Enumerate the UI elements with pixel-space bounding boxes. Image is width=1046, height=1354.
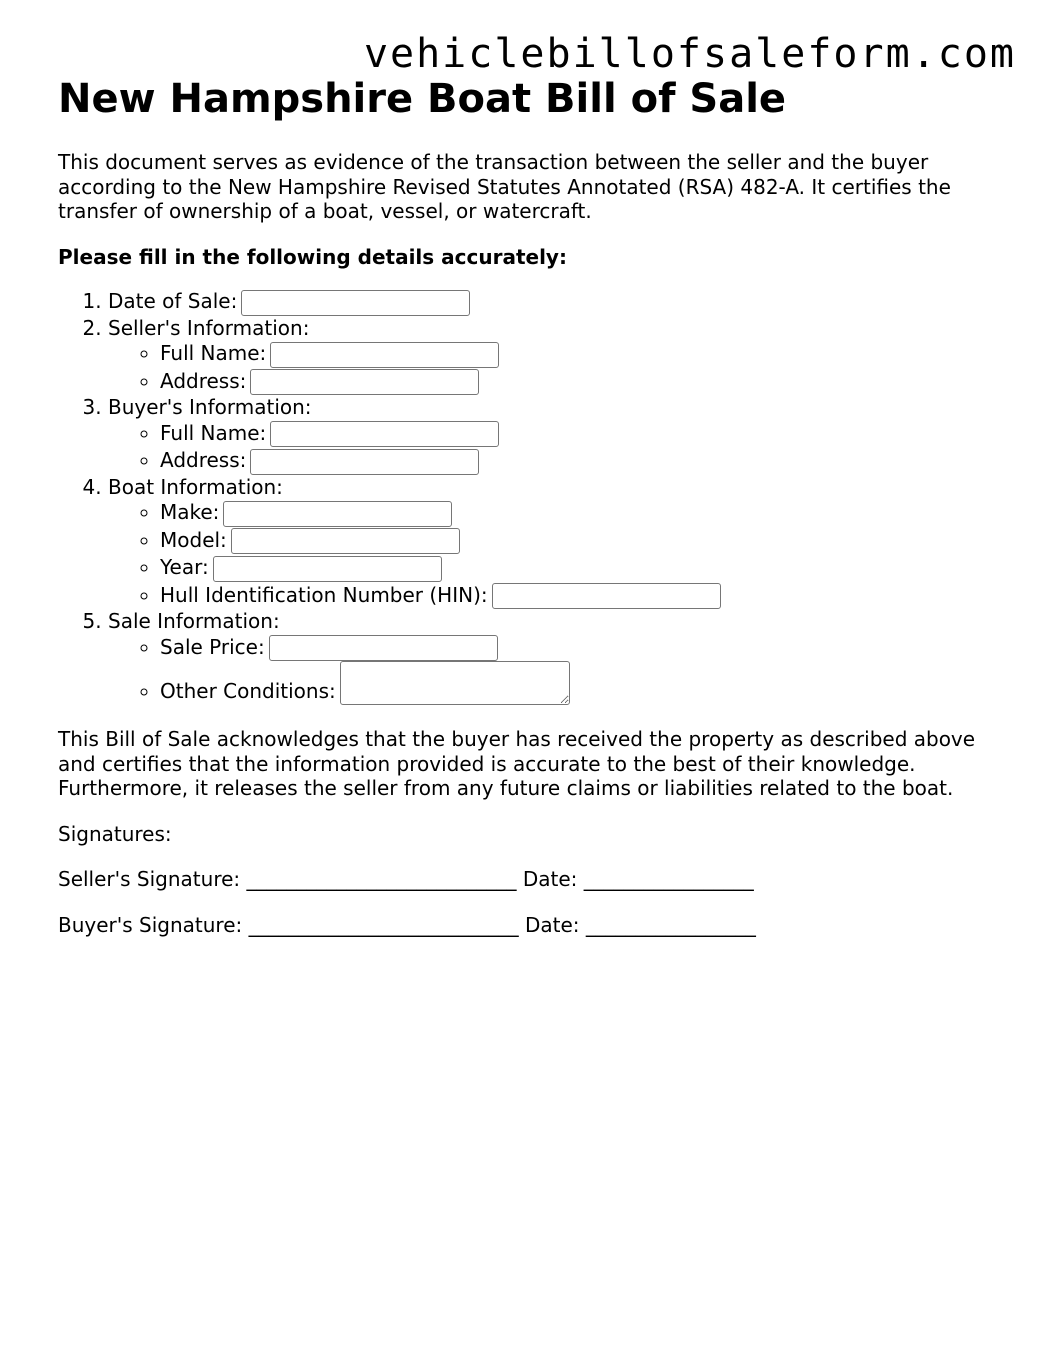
sale-fields-list [108,634,988,706]
boat-model-label: Model: [160,527,227,552]
sale-price-item [160,634,988,662]
boat-year-input[interactable] [213,556,442,582]
bill-of-sale-document [58,72,988,937]
buyer-address-item [160,447,988,475]
seller-address-item [160,368,988,396]
seller-full-name-item [160,340,988,368]
other-conditions-item [160,661,988,705]
sale-price-input[interactable] [269,635,498,661]
instructions-heading: Please fill in the following details accurately: [58,244,567,269]
boat-year-label: Year: [160,555,209,579]
buyer-full-name-item [160,420,988,448]
other-conditions-label: Other Conditions: [160,679,336,703]
seller-full-name-label: Full Name: [160,341,267,365]
date-of-sale-label: Date of Sale: [108,289,238,313]
buyer-address-label: Address: [160,448,247,472]
seller-address-label: Address: [160,368,247,393]
boat-make-item [160,499,988,527]
seller-signature-line: Seller's Signature: ___________________________ Date: _________________ [58,867,754,891]
sale-info-item [108,609,988,705]
sale-info-heading: Sale Information: [108,609,280,633]
boat-info-item [108,475,988,610]
intro-paragraph: This document serves as evidence of the transaction between the seller and the buyer according to the New Hampshire Revised Statutes Annotated (RSA) 482-A. It certifies the transfer of ownership of a boat, vessel, or watercraft. [58,150,951,223]
boat-model-item [160,527,988,555]
buyer-fields-list [108,420,988,475]
seller-info-heading: Seller's Information: [108,315,310,340]
buyer-full-name-label: Full Name: [160,420,267,445]
buyer-full-name-input[interactable] [270,421,499,447]
boat-hin-item [160,582,988,610]
seller-full-name-input[interactable] [270,342,499,368]
boat-info-heading: Boat Information: [108,474,283,499]
form-section-list [58,289,988,705]
buyer-info-item [108,395,988,475]
boat-year-item [160,554,988,582]
boat-model-input[interactable] [231,528,460,554]
site-watermark: vehiclebillofsaleform.com [363,31,1016,77]
seller-address-input[interactable] [250,369,479,395]
acknowledgement-paragraph: This Bill of Sale acknowledges that the buyer has received the property as described above and certifies that the information provided is accurate to the best of their knowledge. Furthermore, it releases the seller from any future claims or liabilities related to the boat. [58,727,976,800]
boat-hin-label: Hull Identification Number (HIN): [160,582,488,607]
buyer-signature-line: Buyer's Signature: ___________________________ Date: _________________ [58,912,756,937]
boat-fields-list [108,499,988,609]
date-of-sale-item [108,289,988,316]
page-title: New Hampshire Boat Bill of Sale [58,76,787,122]
boat-make-label: Make: [160,500,220,524]
seller-fields-list [108,340,988,395]
buyer-address-input[interactable] [250,449,479,475]
signatures-heading: Signatures: [58,821,172,846]
other-conditions-textarea[interactable] [340,661,570,705]
boat-hin-input[interactable] [492,583,721,609]
buyer-info-heading: Buyer's Information: [108,395,312,419]
sale-price-label: Sale Price: [160,634,265,659]
seller-info-item [108,316,988,396]
boat-make-input[interactable] [223,501,452,527]
date-of-sale-input[interactable] [241,290,470,316]
